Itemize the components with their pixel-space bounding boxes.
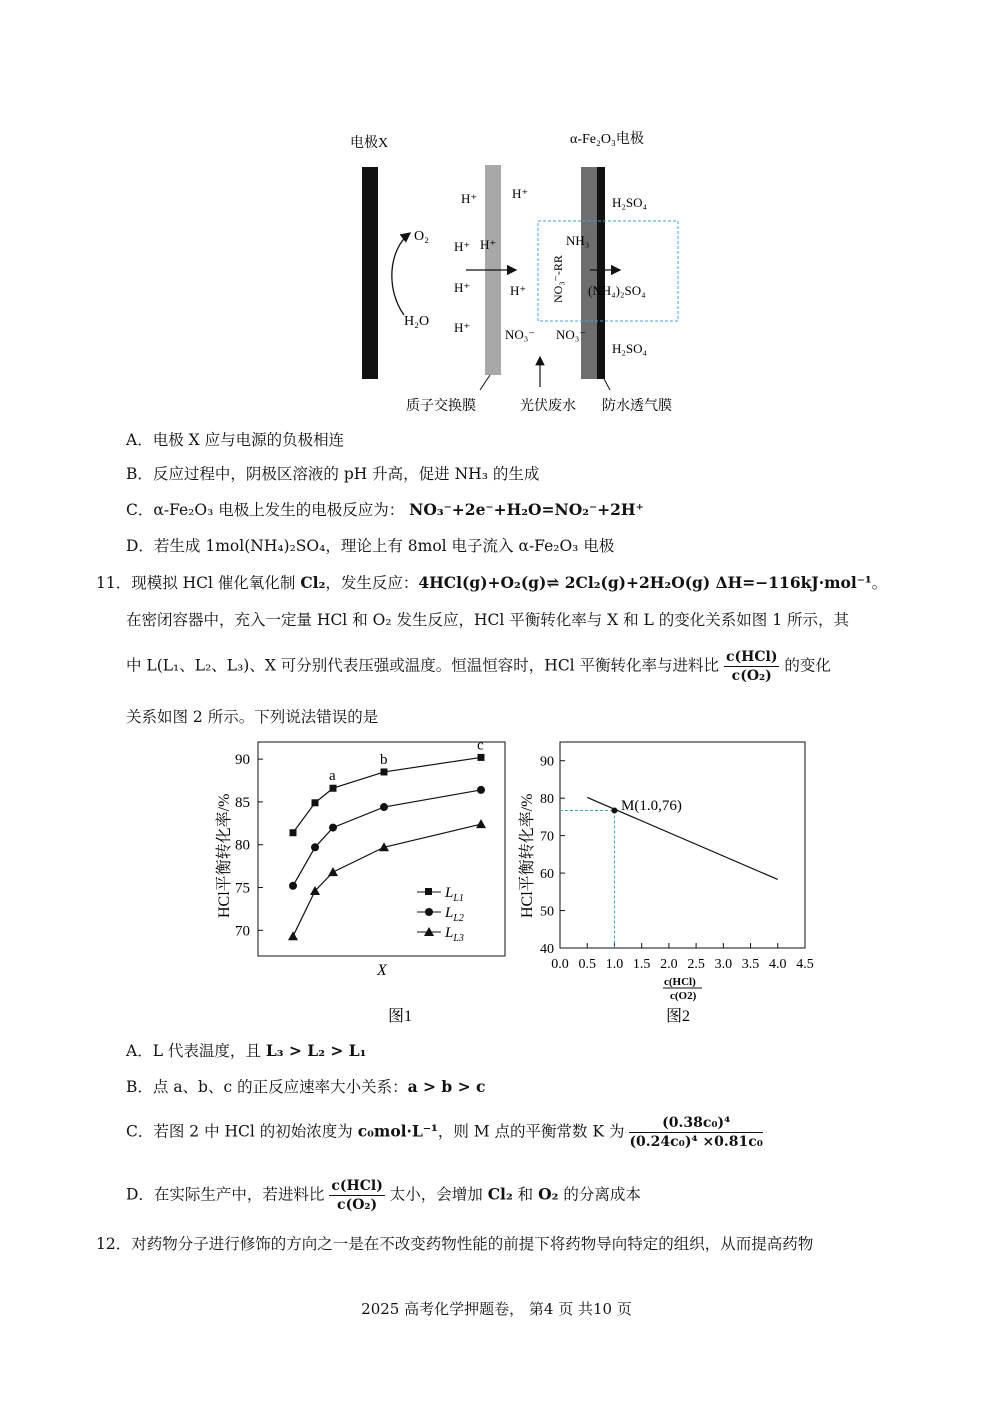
ratio-denominator: c(O₂) [731,668,772,684]
q11-stem-line2: 在密闭容器中，充入一定量 HCl 和 O₂ 发生反应，HCl 平衡转化率与 X 和 L 的变化关系如图 1 所示，其 [126,611,849,629]
fig1-point-L1 [478,754,485,761]
q11-stem-1a: 11．现模拟 HCl 催化氧化制 [96,574,301,592]
q11-option-d-cl2: Cl₂ [487,1184,513,1204]
h-plus-5: H⁺ [454,320,471,335]
fig2-ytick-label: 80 [540,792,554,808]
fig1-series-line-L2 [293,790,481,886]
fig2-xtick-label: 0.5 [578,957,596,972]
q11-option-a [126,1040,366,1062]
q10-option-b: B．反应过程中，阴极区溶液的 pH 升高，促进 NH₃ 的生成 [126,465,540,483]
fig2-ytick-label: 60 [540,867,554,883]
q10-option-d: D．若生成 1mol(NH₄)₂SO₄，理论上有 8mol 电子流入 α-Fe₂O₃ 电极 [126,537,615,555]
h-plus-3: H⁺ [480,237,497,252]
fe2o3-electrode-label: α-Fe₂O₃电极 [570,132,644,147]
q11-option-c-text2: ，则 M 点的平衡常数 K 为 [437,1122,625,1141]
fig2-xtick-label: 4.0 [769,957,787,972]
fig1-point-L3 [288,931,298,940]
fig1-point-label-c: c [477,738,484,754]
legend-label-l1: $L_{L1}$ [445,885,464,904]
q11-stem-1c: ，发生反应： [325,574,419,592]
fig1-ytick-label: 75 [235,880,250,897]
fig1-point-L1 [312,799,319,806]
gas-membrane-bar [597,167,605,379]
fig2-xtick-label: 1.5 [632,957,651,972]
q11-option-b [126,1076,485,1098]
h-plus-1: H⁺ [461,191,478,206]
fig2-xtick-label: 4.5 [796,957,814,972]
q11-option-d [126,1177,641,1214]
page-footer: 2025 高考化学押题卷， 第4 页 共10 页 [361,1300,632,1318]
q11-option-a-eq: L₃ > L₂ > L₁ [265,1041,367,1060]
fig1-ytick-label: 90 [235,752,250,769]
q12-stem: 12．对药物分子进行修饰的方向之一是在不改变药物性能的前提下将药物导向特定的组织，从而提高药物 [96,1235,814,1253]
wastewater-label: 光伏废水 [520,399,576,414]
fig1-point-label-b: b [380,751,388,768]
h-plus-4: H⁺ [454,280,471,295]
q11-option-c-conc: c₀mol·L⁻¹ [357,1121,438,1141]
q11-stem-3a: 中 L(L₁、L₂、L₃)、X 可分别代表压强或温度。恒温恒容时，HCl 平衡转化率与进料比 [126,656,720,675]
h2so4-bottom-label: H₂SO₄ [612,341,648,356]
fe2o3-electrode-bar [581,167,597,379]
q11-option-d-ratio [329,1177,384,1214]
fig2-caption: 图2 [666,1008,691,1025]
q11-option-d-o2: O₂ [538,1184,559,1204]
h-plus-7: H⁺ [510,283,527,298]
q11-stem-line4: 关系如图 2 所示。下列说法错误的是 [126,708,379,726]
fig1-ytick-label: 80 [235,837,250,854]
q11-stem-1d: 。 [871,574,888,592]
fig1-point-L1 [290,829,297,836]
fig2-xtick-label: 0.0 [551,957,569,972]
gas-membrane-callout [602,375,610,390]
fig1-xlabel: X [377,962,387,979]
q10-option-c-text: C．α-Fe₂O₃ 电极上发生的电极反应为： [126,501,405,519]
q11-stem-line1 [96,572,887,594]
fig1-caption: 图1 [388,1008,413,1025]
k-numerator: (0.38c₀)⁴ [629,1114,763,1133]
no3-rr-label: NO₃⁻-RR [551,255,565,303]
fig1-ytick-label: 70 [235,923,250,940]
fig2-xtick-label: 2.5 [687,957,705,972]
ratio-numerator: c(HCl) [726,649,778,665]
o2-label: O₂ [414,229,429,244]
fig2-xlabel-den: c(O2) [670,990,697,1002]
h2so4-top-label: H₂SO₄ [612,195,648,210]
fig2-ytick-label: 40 [540,942,554,957]
q11-option-b-text: B．点 a、b、c 的正反应速率大小关系： [126,1078,408,1096]
fig2-xlabel-num: c(HCl) [664,976,696,988]
q11-option-a-text: A．L 代表温度，且 [126,1042,266,1060]
fig2-point-m [611,808,617,814]
legend-label-l2: $L_{L2}$ [445,905,464,924]
gas-membrane-label: 防水透气膜 [602,399,672,414]
h-plus-2: H⁺ [454,239,471,254]
q10-option-c-equation: NO₃⁻+2e⁻+H₂O=NO₂⁻+2H⁺ [409,500,644,519]
q11-option-d-text1: D．在实际生产中，若进料比 [126,1185,325,1204]
electrolysis-diagram [340,125,700,420]
fig1-point-L2 [329,824,337,832]
q11-stem-line3 [126,648,831,685]
fig2-ytick-label: 90 [540,754,554,770]
fig2-ytick-label: 50 [540,904,554,920]
fig1-point-L3 [476,819,486,828]
fig2-ylabel: HCl平衡转化率/% [519,793,536,918]
d-ratio-denominator: c(O₂) [337,1197,378,1213]
fig2-xtick-label: 3.5 [741,957,760,972]
legend-marker-l2 [425,908,433,916]
q11-option-d-text2: 太小，会增加 [389,1185,488,1204]
equilibrium-constant-fraction [629,1114,763,1151]
fig2-xtick-label: 3.0 [714,957,733,972]
q11-feed-ratio [724,648,779,685]
fig2-point-annotation: M(1.0,76) [621,798,682,814]
q11-option-d-text3: 的分离成本 [558,1185,641,1204]
fig1-point-L3 [328,867,338,876]
fig1-point-label-a: a [329,768,336,785]
membrane-label: 质子交换膜 [406,399,476,414]
fig1-point-L1 [381,768,388,775]
fig1-point-L2 [380,803,388,811]
nh4-2so4-label: (NH₄)₂SO₄ [588,283,646,298]
fig1-ylabel: HCl平衡转化率/% [216,793,233,918]
fig2-xtick-label: 1.0 [605,957,624,972]
h2o-label: H₂O [404,314,430,329]
q11-option-c [126,1114,763,1151]
legend-label-l3: $L_{L3}$ [445,925,464,944]
q11-option-b-eq: a > b > c [407,1077,486,1096]
q11-option-c-text1: C．若图 2 中 HCl 的初始浓度为 [126,1122,358,1141]
no3-label-2: NO₃⁻ [556,327,587,342]
figure-2-chart [510,738,820,1028]
fig1-point-L2 [311,843,319,851]
nh3-label: NH₃ [566,233,590,248]
h-plus-6: H⁺ [512,186,529,201]
q10-option-a: A．电极 X 应与电源的负极相连 [126,431,345,449]
fig2-frame [560,742,805,948]
q11-option-d-and: 和 [512,1185,539,1204]
d-ratio-numerator: c(HCl) [331,1178,383,1194]
k-denominator: (0.24c₀)⁴ ×0.81c₀ [629,1134,763,1150]
q11-cl2: Cl₂ [300,573,326,592]
q11-reaction-equation: 4HCl(g)+O₂(g)⇌ 2Cl₂(g)+2H₂O(g) ΔH=−116kJ·mol⁻¹ [418,573,872,592]
fig1-point-L2 [289,882,297,890]
legend-marker-l1 [425,888,432,895]
fig2-xtick-label: 2.0 [660,957,678,972]
figure-1-chart [205,738,515,1028]
fig2-ytick-label: 70 [540,829,554,845]
membrane-callout [480,375,490,390]
q11-stem-3b: 的变化 [784,656,831,675]
fig1-point-L2 [477,786,485,794]
curved-arrow [392,233,410,315]
q10-option-c [126,499,644,521]
fig1-point-L1 [330,785,337,792]
electrode-x-label: 电极X [350,136,389,151]
electrode-x-bar [362,167,378,379]
no3-label-1: NO₃⁻ [505,327,536,342]
fig1-ytick-label: 85 [235,794,250,811]
